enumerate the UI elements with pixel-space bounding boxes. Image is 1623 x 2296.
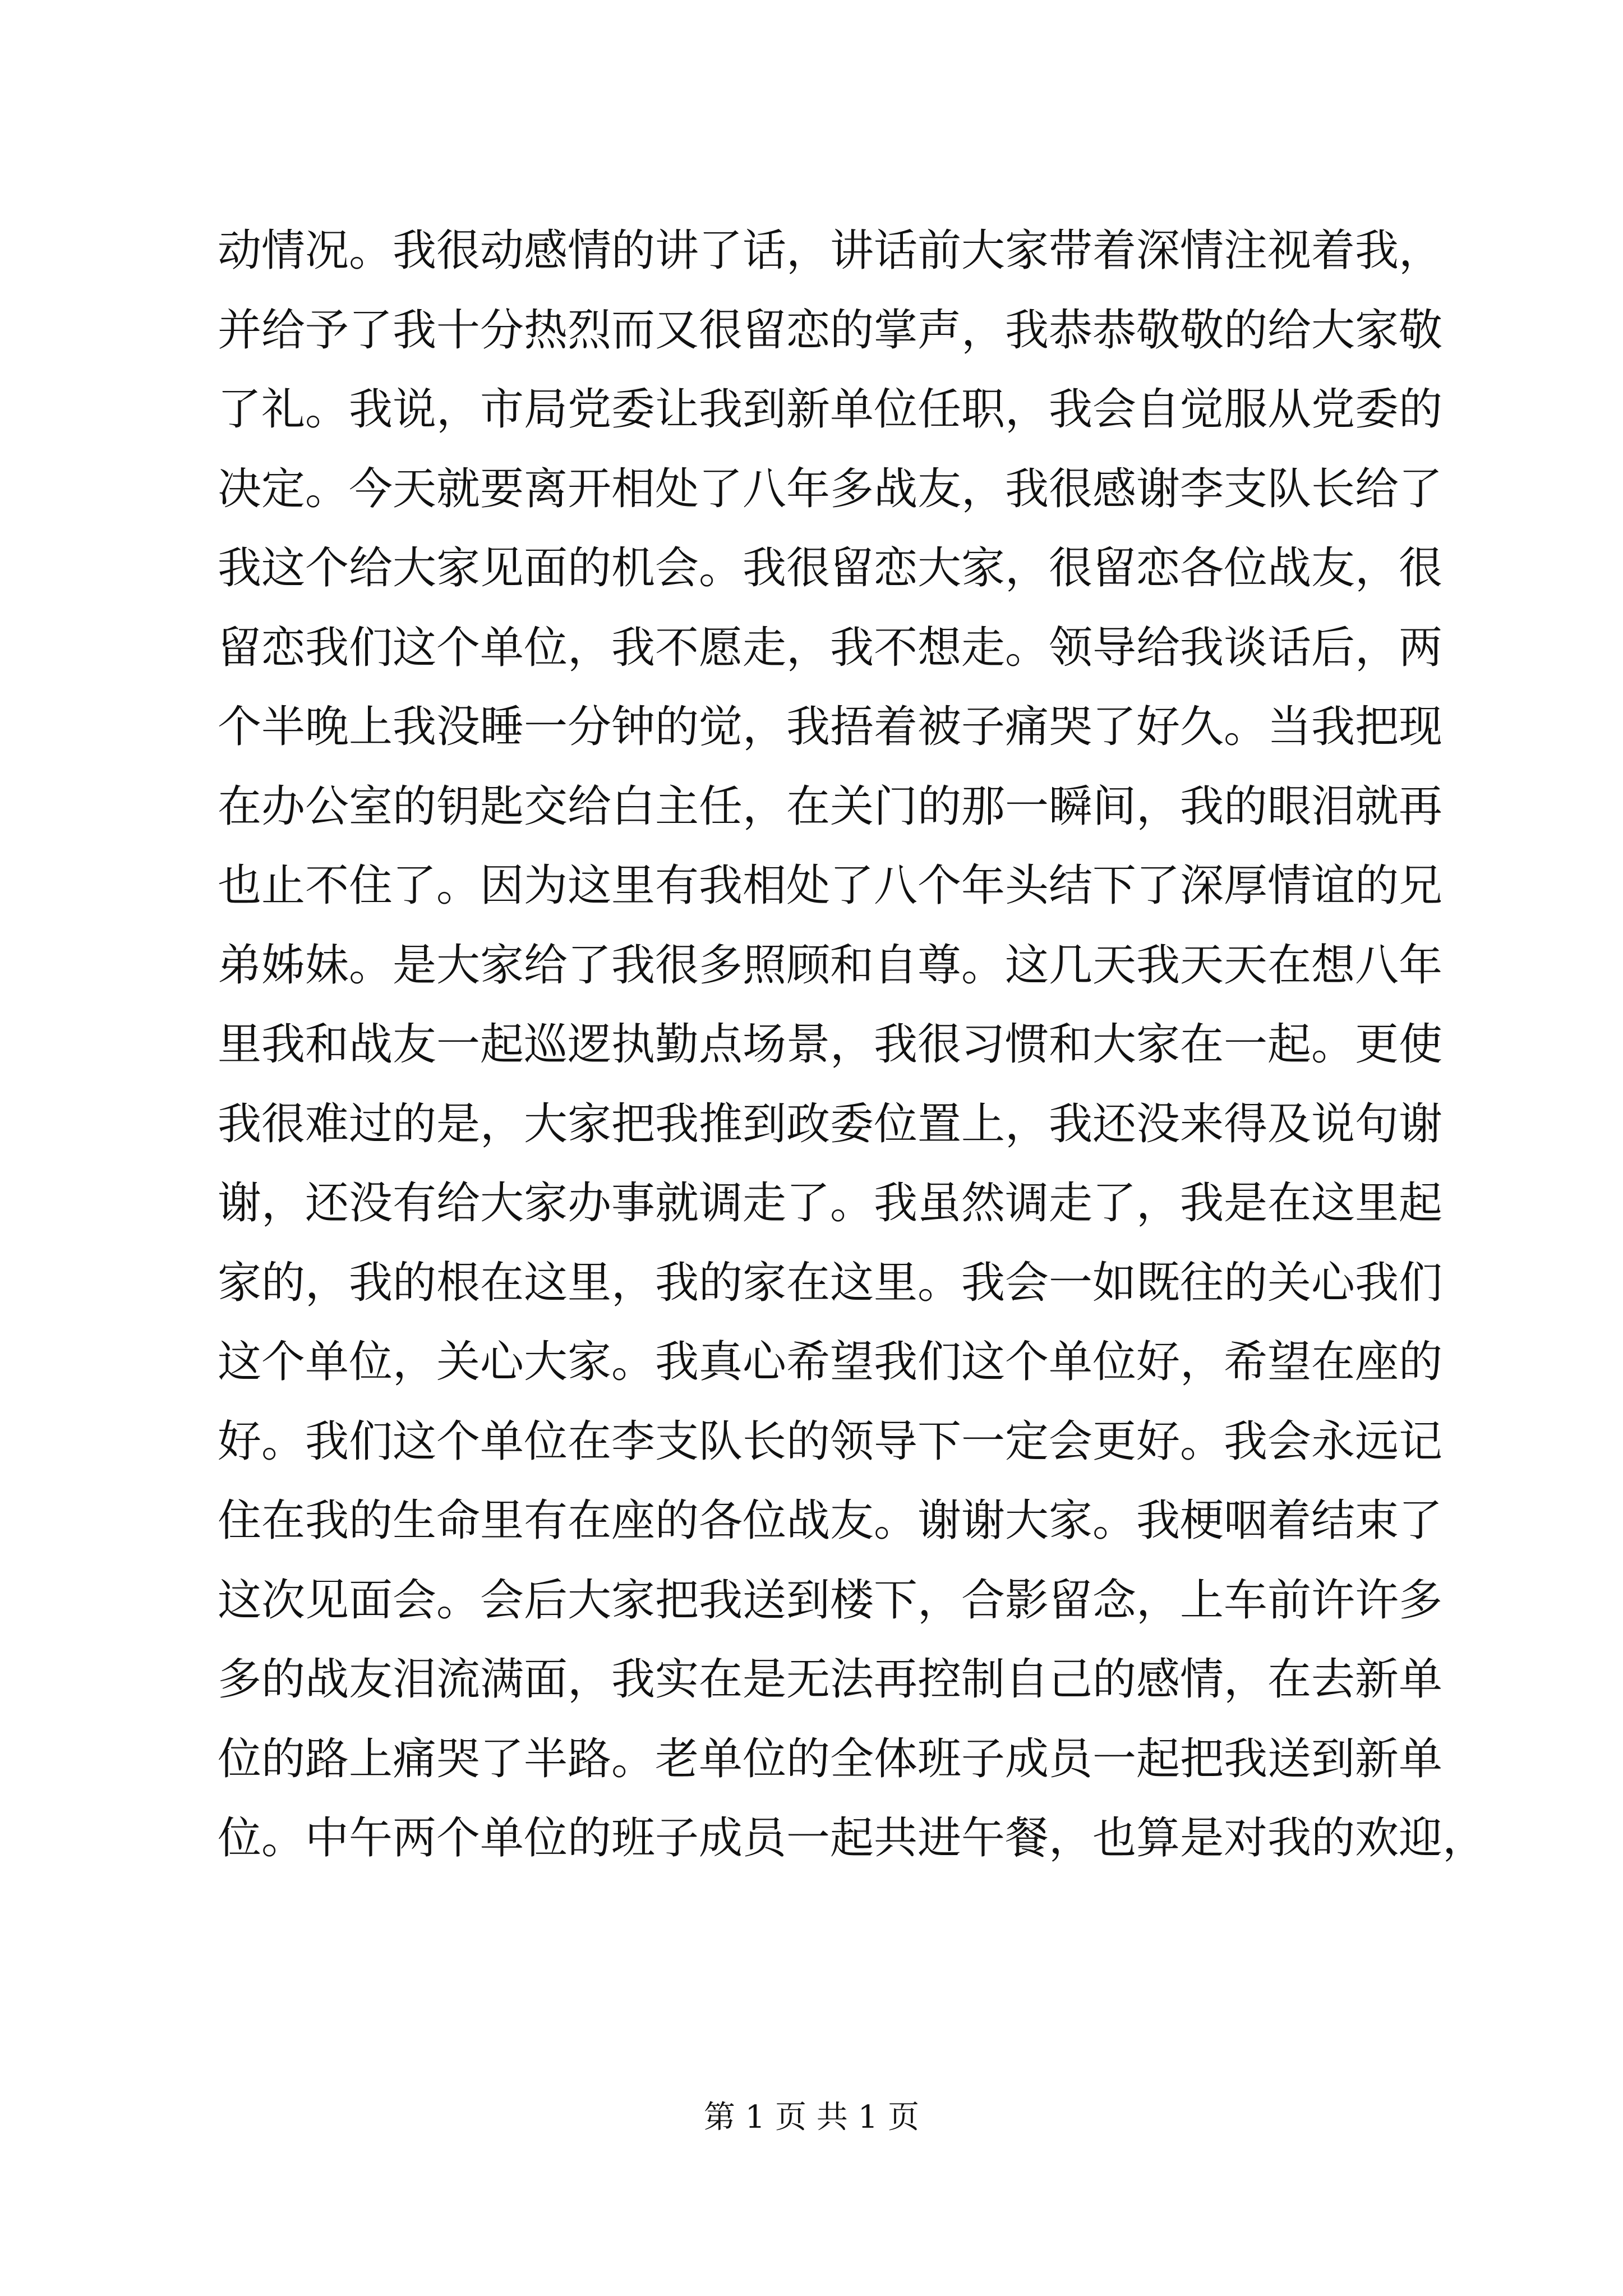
- text-line: 了礼。我说，市局党委让我到新单位任职，我会自觉服从党委的: [218, 384, 1443, 435]
- text-line: 位的路上痛哭了半路。老单位的全体班子成员一起把我送到新单: [218, 1733, 1443, 1784]
- text-line: 多的战友泪流满面，我实在是无法再控制自己的感情，在去新单: [218, 1654, 1443, 1705]
- text-line: 谢，还没有给大家办事就调走了。我虽然调走了，我是在这里起: [218, 1178, 1443, 1228]
- text-line: 我这个给大家见面的机会。我很留恋大家，很留恋各位战友，很: [218, 543, 1443, 593]
- text-line: 里我和战友一起巡逻执勤点场景，我很习惯和大家在一起。更使: [218, 1019, 1443, 1070]
- text-line: 这次见面会。会后大家把我送到楼下，合影留念，上车前许许多: [218, 1575, 1443, 1626]
- page-footer: 第 1 页 共 1 页: [703, 2099, 920, 2136]
- text-line: 弟姊妹。是大家给了我很多照顾和自尊。这几天我天天在想八年: [218, 940, 1443, 991]
- body-text: [218, 211, 1487, 1879]
- text-line: 家的，我的根在这里，我的家在这里。我会一如既往的关心我们: [218, 1257, 1443, 1308]
- text-line: 个半晚上我没睡一分钟的觉，我捂着被子痛哭了好久。当我把现: [218, 702, 1443, 752]
- text-line: 好。我们这个单位在李支队长的领导下一定会更好。我会永远记: [218, 1416, 1443, 1467]
- text-line: 留恋我们这个单位，我不愿走，我不想走。领导给我谈话后，两: [218, 622, 1443, 673]
- text-line: 在办公室的钥匙交给白主任，在关门的那一瞬间，我的眼泪就再: [218, 781, 1443, 832]
- text-line: 我很难过的是，大家把我推到政委位置上，我还没来得及说句谢: [218, 1098, 1443, 1149]
- text-line: 决定。今天就要离开相处了八年多战友，我很感谢李支队长给了: [218, 463, 1443, 514]
- text-line: 动情况。我很动感情的讲了话，讲话前大家带着深情注视着我，: [218, 226, 1443, 276]
- text-line: 也止不住了。因为这里有我相处了八个年头结下了深厚情谊的兄: [218, 861, 1443, 911]
- text-line: 这个单位，关心大家。我真心希望我们这个单位好，希望在座的: [218, 1337, 1443, 1387]
- text-line: 住在我的生命里有在座的各位战友。谢谢大家。我梗咽着结束了: [218, 1496, 1443, 1546]
- text-line: 并给予了我十分热烈而又很留恋的掌声，我恭恭敬敬的给大家敬: [218, 305, 1443, 356]
- text-line: 位。中午两个单位的班子成员一起共进午餐，也算是对我的欢迎，: [218, 1813, 1487, 1864]
